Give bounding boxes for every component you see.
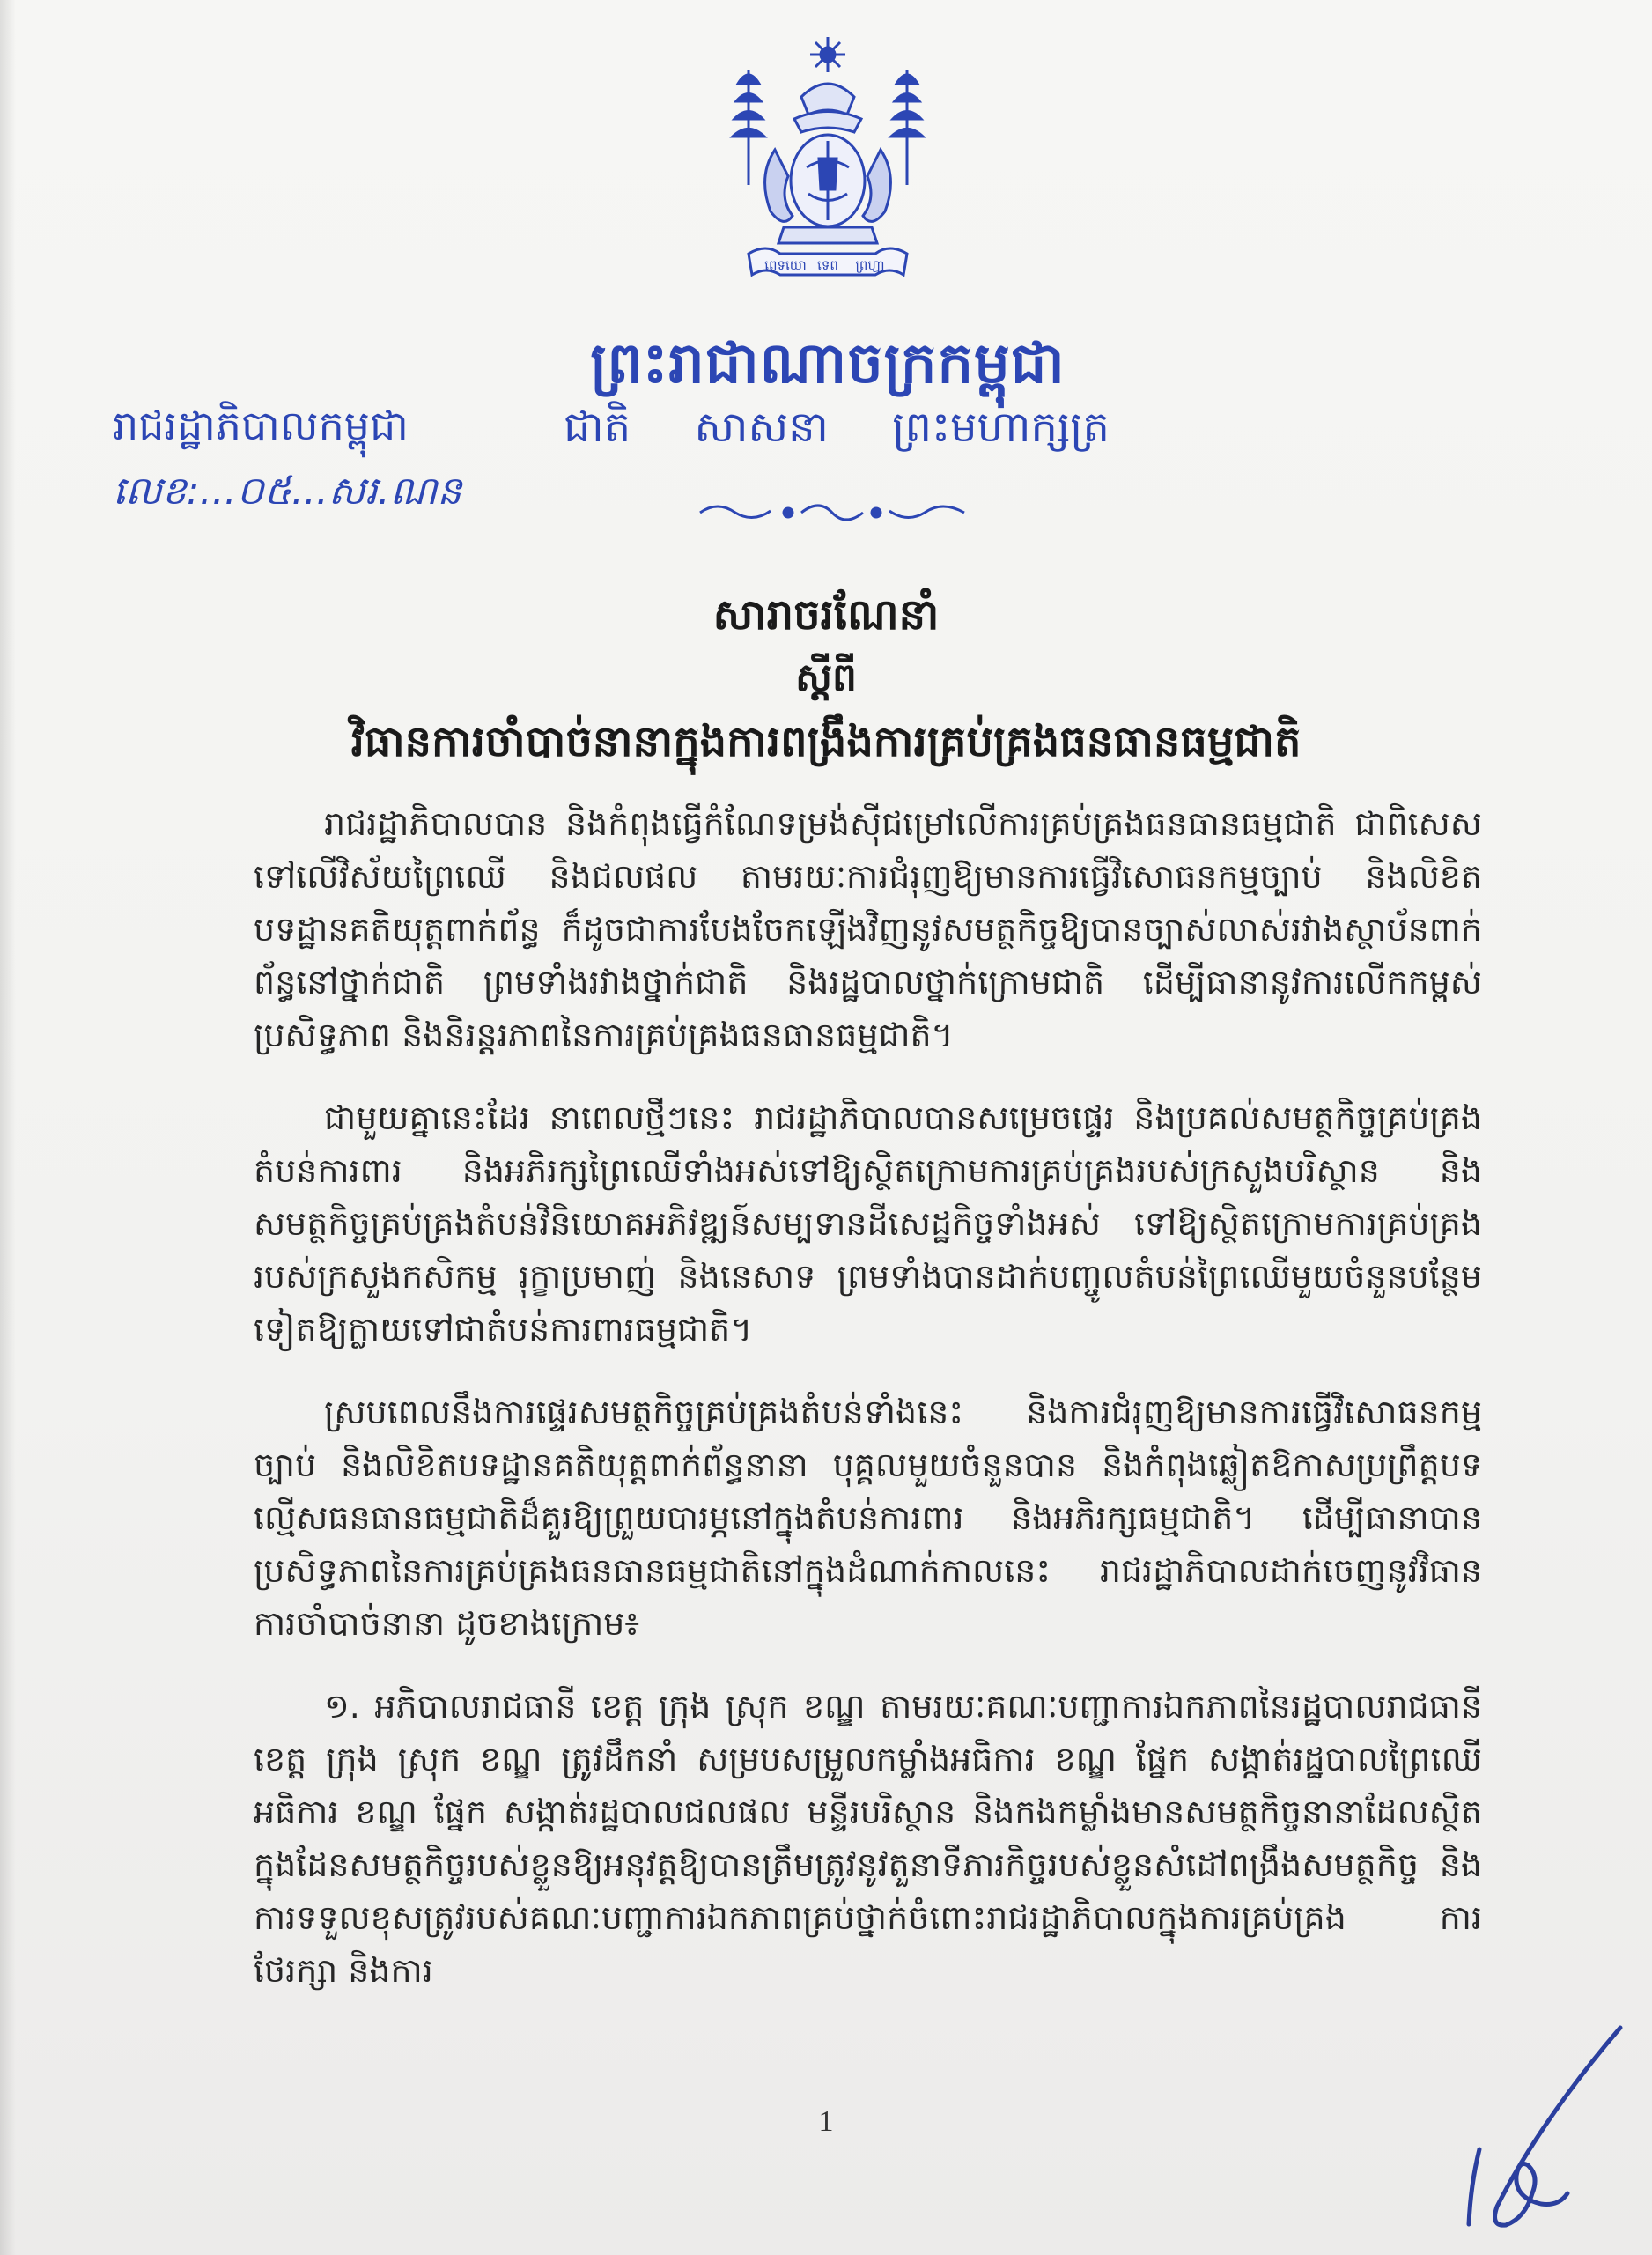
emblem-scroll-right-text: ព្រហ្មា — [855, 257, 885, 273]
signature-icon — [1444, 2017, 1629, 2237]
emblem-scroll-middle-text: ទេព — [817, 257, 838, 273]
document-number: លេខ:...០៥...សរ.ណន — [113, 469, 462, 514]
emblem-scroll-left-text: ពេទយោ — [764, 257, 807, 273]
national-motto — [564, 401, 1110, 462]
motto-king: ព្រះមហាក្សត្រ — [892, 403, 1110, 452]
paragraph-3: ស្របពេលនឹងការផ្ទេរសមត្ថកិច្ចគ្រប់គ្រងតំបន់ទាំងនេះ និងការជំរុញឱ្យមានការធ្វើវិសោធនកម្មច្បាប់ និងលិខិតបទដ្ឋានគតិយុត្តពាក់ព័ន្ធនានា បុគ្គលមួយចំនួនបាន និងកំពុងឆ្លៀតឱកាសប្រព្រឹត្តបទល្មើសធនធានធម្មជាតិដ៏គួរឱ្យព្រួយបារម្ភនៅក្នុងតំបន់ការពារ និងអភិរក្សធម្មជាតិ។ ដើម្បីធានាបានប្រសិទ្ធភាពនៃការគ្រប់គ្រងធនធានធម្មជាតិនៅក្នុងដំណាក់កាលនេះ រាជរដ្ឋាភិបាលដាក់ចេញនូវវិធានការចាំបាច់នានា ដូចខាងក្រោម៖ — [254, 1393, 1482, 1643]
kingdom-title: ព្រះរាជាណាចក្រកម្ពុជា — [590, 331, 1066, 396]
document-title-connector: ស្តីពី — [795, 655, 857, 700]
paragraph-1: រាជរដ្ឋាភិបាលបាន និងកំពុងធ្វើកំណែទម្រង់ស៊ីជម្រៅលើការគ្រប់គ្រងធនធានធម្មជាតិ ជាពិសេសទៅលើវិស័យព្រៃឈើ និងជលផល តាមរយៈការជំរុញឱ្យមានការធ្វើវិសោធនកម្មច្បាប់ និងលិខិតបទដ្ឋានគតិយុត្តពាក់ព័ន្ធ ក៏ដូចជាការបែងចែកឡើងវិញនូវសមត្ថកិច្ចឱ្យបានច្បាស់លាស់រវាងស្ថាប័នពាក់ព័ន្ធនៅថ្នាក់ជាតិ ព្រមទាំងរវាងថ្នាក់ជាតិ និងរដ្ឋបាលថ្នាក់ក្រោមជាតិ ដើម្បីធានានូវការលើកកម្ពស់ប្រសិទ្ធភាព និងនិរន្តរភាពនៃការគ្រប់គ្រងធនធានធម្មជាតិ។ — [254, 804, 1482, 1054]
motto-nation: ជាតិ — [564, 403, 631, 452]
government-name: រាជរដ្ឋាភិបាលកម្ពុជា — [113, 402, 409, 449]
document-body — [254, 797, 1482, 2027]
page-edge-shadow — [0, 0, 16, 2255]
decorative-ornament-icon — [691, 493, 973, 529]
document-subject: វិធានការចាំបាច់នានាក្នុងការពង្រឹងការគ្រប់គ្រងធនធានធម្មជាតិ — [350, 717, 1302, 766]
paragraph-2: ជាមួយគ្នានេះដែរ នាពេលថ្មីៗនេះ រាជរដ្ឋាភិបាលបានសម្រេចផ្ទេរ និងប្រគល់សមត្ថកិច្ចគ្រប់គ្រងតំបន់ការពារ និងអភិរក្សព្រៃឈើទាំងអស់ទៅឱ្យស្ថិតក្រោមការគ្រប់គ្រងរបស់ក្រសួងបរិស្ថាន និងសមត្ថកិច្ចគ្រប់គ្រងតំបន់វិនិយោគអភិវឌ្ឍន៍សម្បទានដីសេដ្ឋកិច្ចទាំងអស់ ទៅឱ្យស្ថិតក្រោមការគ្រប់គ្រងរបស់ក្រសួងកសិកម្ម រុក្ខាប្រមាញ់ និងនេសាទ ព្រមទាំងបានដាក់បញ្ចូលតំបន់ព្រៃឈើមួយចំនួនបន្ថែមទៀតឱ្យក្លាយទៅជាតំបន់ការពារធម្មជាតិ។ — [254, 1098, 1482, 1349]
document-title: សារាចរណែនាំ — [712, 590, 940, 640]
emblem-scroll-text — [696, 35, 960, 299]
motto-religion: សាសនា — [694, 403, 829, 452]
page-number: 1 — [818, 2105, 834, 2138]
paragraph-4-measure-1: ១. អភិបាលរាជធានី ខេត្ត ក្រុង ស្រុក ខណ្ឌ តាមរយៈគណៈបញ្ជាការឯកភាពនៃរដ្ឋបាលរាជធានី ខេត្ត ក្រុង ស្រុក ខណ្ឌ ត្រូវដឹកនាំ សម្របសម្រួលកម្លាំងអធិការ ខណ្ឌ ផ្នែក សង្កាត់រដ្ឋបាលព្រៃឈើ អធិការ ខណ្ឌ ផ្នែក សង្កាត់រដ្ឋបាលជលផល មន្ទីរបរិស្ថាន និងកងកម្លាំងមានសមត្ថកិច្ចនានាដែលស្ថិតក្នុងដែនសមត្ថកិច្ចរបស់ខ្លួនឱ្យអនុវត្តឱ្យបានត្រឹមត្រូវនូវតួនាទីភារកិច្ចរបស់ខ្លួនសំដៅពង្រឹងសមត្ថកិច្ច និងការទទួលខុសត្រូវរបស់គណៈបញ្ជាការឯកភាពគ្រប់ថ្នាក់ចំពោះរាជរដ្ឋាភិបាលក្នុងការគ្រប់គ្រង ការថែរក្សា និងការ — [254, 1687, 1482, 1990]
